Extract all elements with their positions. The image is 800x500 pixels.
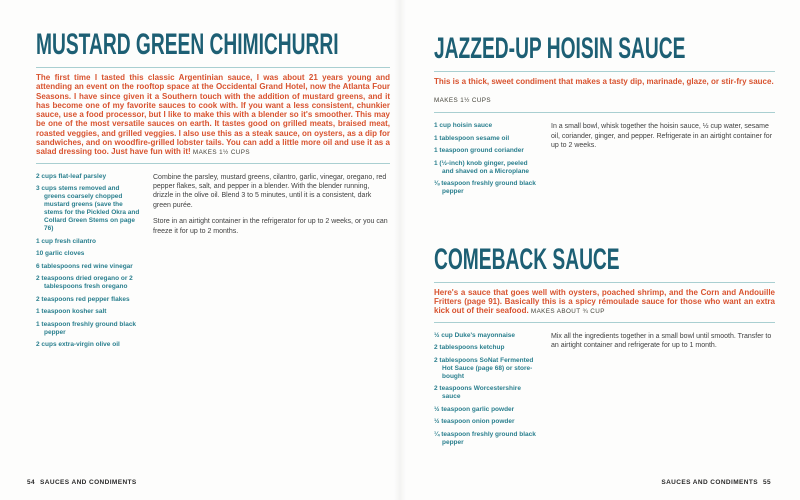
recipe-title-hoisin: JAZZED-UP HOISIN SAUCE bbox=[434, 32, 686, 65]
intro-text: Here's a sauce that goes well with oysters, poached shrimp, and the Corn and Andouille Fritters (page 91). Basically this is a spicy rémoulade sauce for those who want an extra kick out of their seafood. bbox=[434, 287, 775, 316]
ingredient-item: 2 teaspoons Worcestershire sauce bbox=[434, 385, 521, 401]
ingredient-item: 1 teaspoon kosher salt bbox=[36, 308, 107, 316]
ingredients-column bbox=[434, 122, 540, 201]
ingredient-item: ½ teaspoon garlic powder bbox=[434, 405, 515, 413]
instructions-column bbox=[551, 122, 775, 201]
intro-text: This is a thick, sweet condiment that makes a tasty dip, marinade, glaze, or stir-fry sauce. bbox=[434, 77, 774, 86]
ingredients-list bbox=[434, 122, 540, 196]
intro-text: The first time I tasted this classic Argentinian sauce, I was about 21 years young and attending an event on the rooftop space at the Occidental Grand Hotel, now the Atlanta Four Seasons. I have since given it a Southern touch with the addition of mustard greens, and it has become one of my favorite sauces to cook with. If you want a less consistent, chunkier sauce, use a food processor, but I like to make this with a blender so it's smoother. This may be one of the most versatile sauces on earth. It tastes good on grilled meats, braised meat, roasted veggies, and grilled veggies. I also use this as a steak sauce, on oysters, as a dip for sandwiches, and on woodfire-grilled lobster tails. You can add a little more oil and use it as a salad dressing too. Just have fun with it! bbox=[36, 73, 390, 157]
instructions-column bbox=[153, 173, 390, 354]
intro-rule bbox=[434, 112, 775, 113]
ingredient-item: ½ cup Duke's mayonnaise bbox=[434, 331, 516, 339]
ingredient-item: 6 tablespoons red wine vinegar bbox=[36, 262, 133, 270]
ingredients-column bbox=[36, 173, 142, 354]
instruction-paragraph: Store in an airtight container in the refrigerator for up to 2 weeks, or you can freeze it for up to 2 months. bbox=[153, 218, 388, 235]
section-spacer bbox=[434, 201, 775, 245]
recipe-intro-comeback bbox=[434, 288, 775, 317]
ingredient-item: 1 cup hoisin sauce bbox=[434, 122, 493, 130]
intro-rule bbox=[434, 322, 775, 323]
recipe-body-chimichurri bbox=[36, 173, 390, 354]
ingredient-item: 1 cup fresh cilantro bbox=[36, 237, 96, 245]
ingredient-item: 2 teaspoons dried oregano or 2 tablespoons fresh oregano bbox=[36, 275, 133, 291]
ingredient-item: 1 teaspoon ground coriander bbox=[434, 147, 524, 155]
title-rule bbox=[36, 67, 390, 68]
right-page bbox=[434, 34, 775, 451]
page-gutter-divider bbox=[394, 0, 406, 500]
ingredient-item: 10 garlic cloves bbox=[36, 250, 85, 258]
footer-left bbox=[22, 479, 137, 486]
ingredient-item: 2 tablespoons ketchup bbox=[434, 344, 505, 352]
page-number: 54 bbox=[27, 479, 36, 486]
ingredients-column bbox=[434, 332, 540, 452]
intro-rule bbox=[36, 163, 390, 164]
ingredient-item: 2 cups flat-leaf parsley bbox=[36, 172, 107, 180]
makes-label: MAKES 1½ CUPS bbox=[434, 97, 491, 105]
ingredient-item: 2 tablespoons SoNat Fermented Hot Sauce (page 68) or store-bought bbox=[434, 356, 534, 380]
ingredient-item: 2 cups extra-virgin olive oil bbox=[36, 341, 120, 349]
title-rule bbox=[434, 282, 775, 283]
section-label: SAUCES AND CONDIMENTS bbox=[661, 479, 758, 486]
ingredient-item: 2 teaspoons red pepper flakes bbox=[36, 295, 130, 303]
ingredient-item: 1 tablespoon sesame oil bbox=[434, 134, 510, 142]
recipe-body-comeback bbox=[434, 332, 775, 452]
recipe-intro-hoisin bbox=[434, 77, 775, 86]
recipe-title-comeback: COMEBACK SAUCE bbox=[434, 242, 620, 276]
ingredient-item: 1 teaspoon freshly ground black pepper bbox=[36, 320, 137, 336]
footer-right bbox=[661, 479, 776, 486]
left-page bbox=[36, 30, 390, 354]
ingredient-item: ½ teaspoon onion powder bbox=[434, 418, 515, 426]
section-label: SAUCES AND CONDIMENTS bbox=[40, 479, 137, 486]
title-rule bbox=[434, 71, 775, 72]
ingredient-item: ¼ teaspoon freshly ground black pepper bbox=[434, 430, 536, 446]
ingredients-list bbox=[434, 332, 540, 447]
instruction-paragraph: Combine the parsley, mustard greens, cilantro, garlic, vinegar, oregano, red pepper flakes, salt, and pepper in a blender. With the blender running, drizzle in the olive oil. Blend 3 to 5 minutes, until it is a consistent, dark green purée. bbox=[153, 173, 387, 209]
ingredients-list bbox=[36, 173, 142, 350]
ingredient-item: ⅛ teaspoon freshly ground black pepper bbox=[434, 180, 536, 196]
recipe-body-hoisin bbox=[434, 122, 775, 201]
ingredient-item: 3 cups stems removed and greens coarsely chopped mustard greens (save the stems for the Pickled Okra and Collard Green Stems on page 76) bbox=[36, 185, 140, 233]
recipe-title-chimichurri: MUSTARD GREEN CHIMICHURRI bbox=[36, 28, 339, 61]
recipe-intro-chimichurri bbox=[36, 73, 390, 158]
instruction-paragraph: Mix all the ingredients together in a small bowl until smooth. Transfer to an airtight container and refrigerate for up to 1 month. bbox=[551, 332, 772, 350]
makes-label: MAKES 1½ CUPS bbox=[192, 149, 250, 157]
ingredient-item: 1 (½-inch) knob ginger, peeled and shaved on a Microplane bbox=[434, 159, 530, 175]
instructions-column bbox=[551, 332, 775, 452]
makes-label: MAKES ABOUT ¾ CUP bbox=[530, 308, 605, 316]
page-number: 55 bbox=[762, 479, 771, 486]
instruction-paragraph: In a small bowl, whisk together the hoisin sauce, ½ cup water, sesame oil, coriander, ginger, and pepper. Refrigerate in an airtight container for up to 2 weeks. bbox=[551, 123, 773, 150]
